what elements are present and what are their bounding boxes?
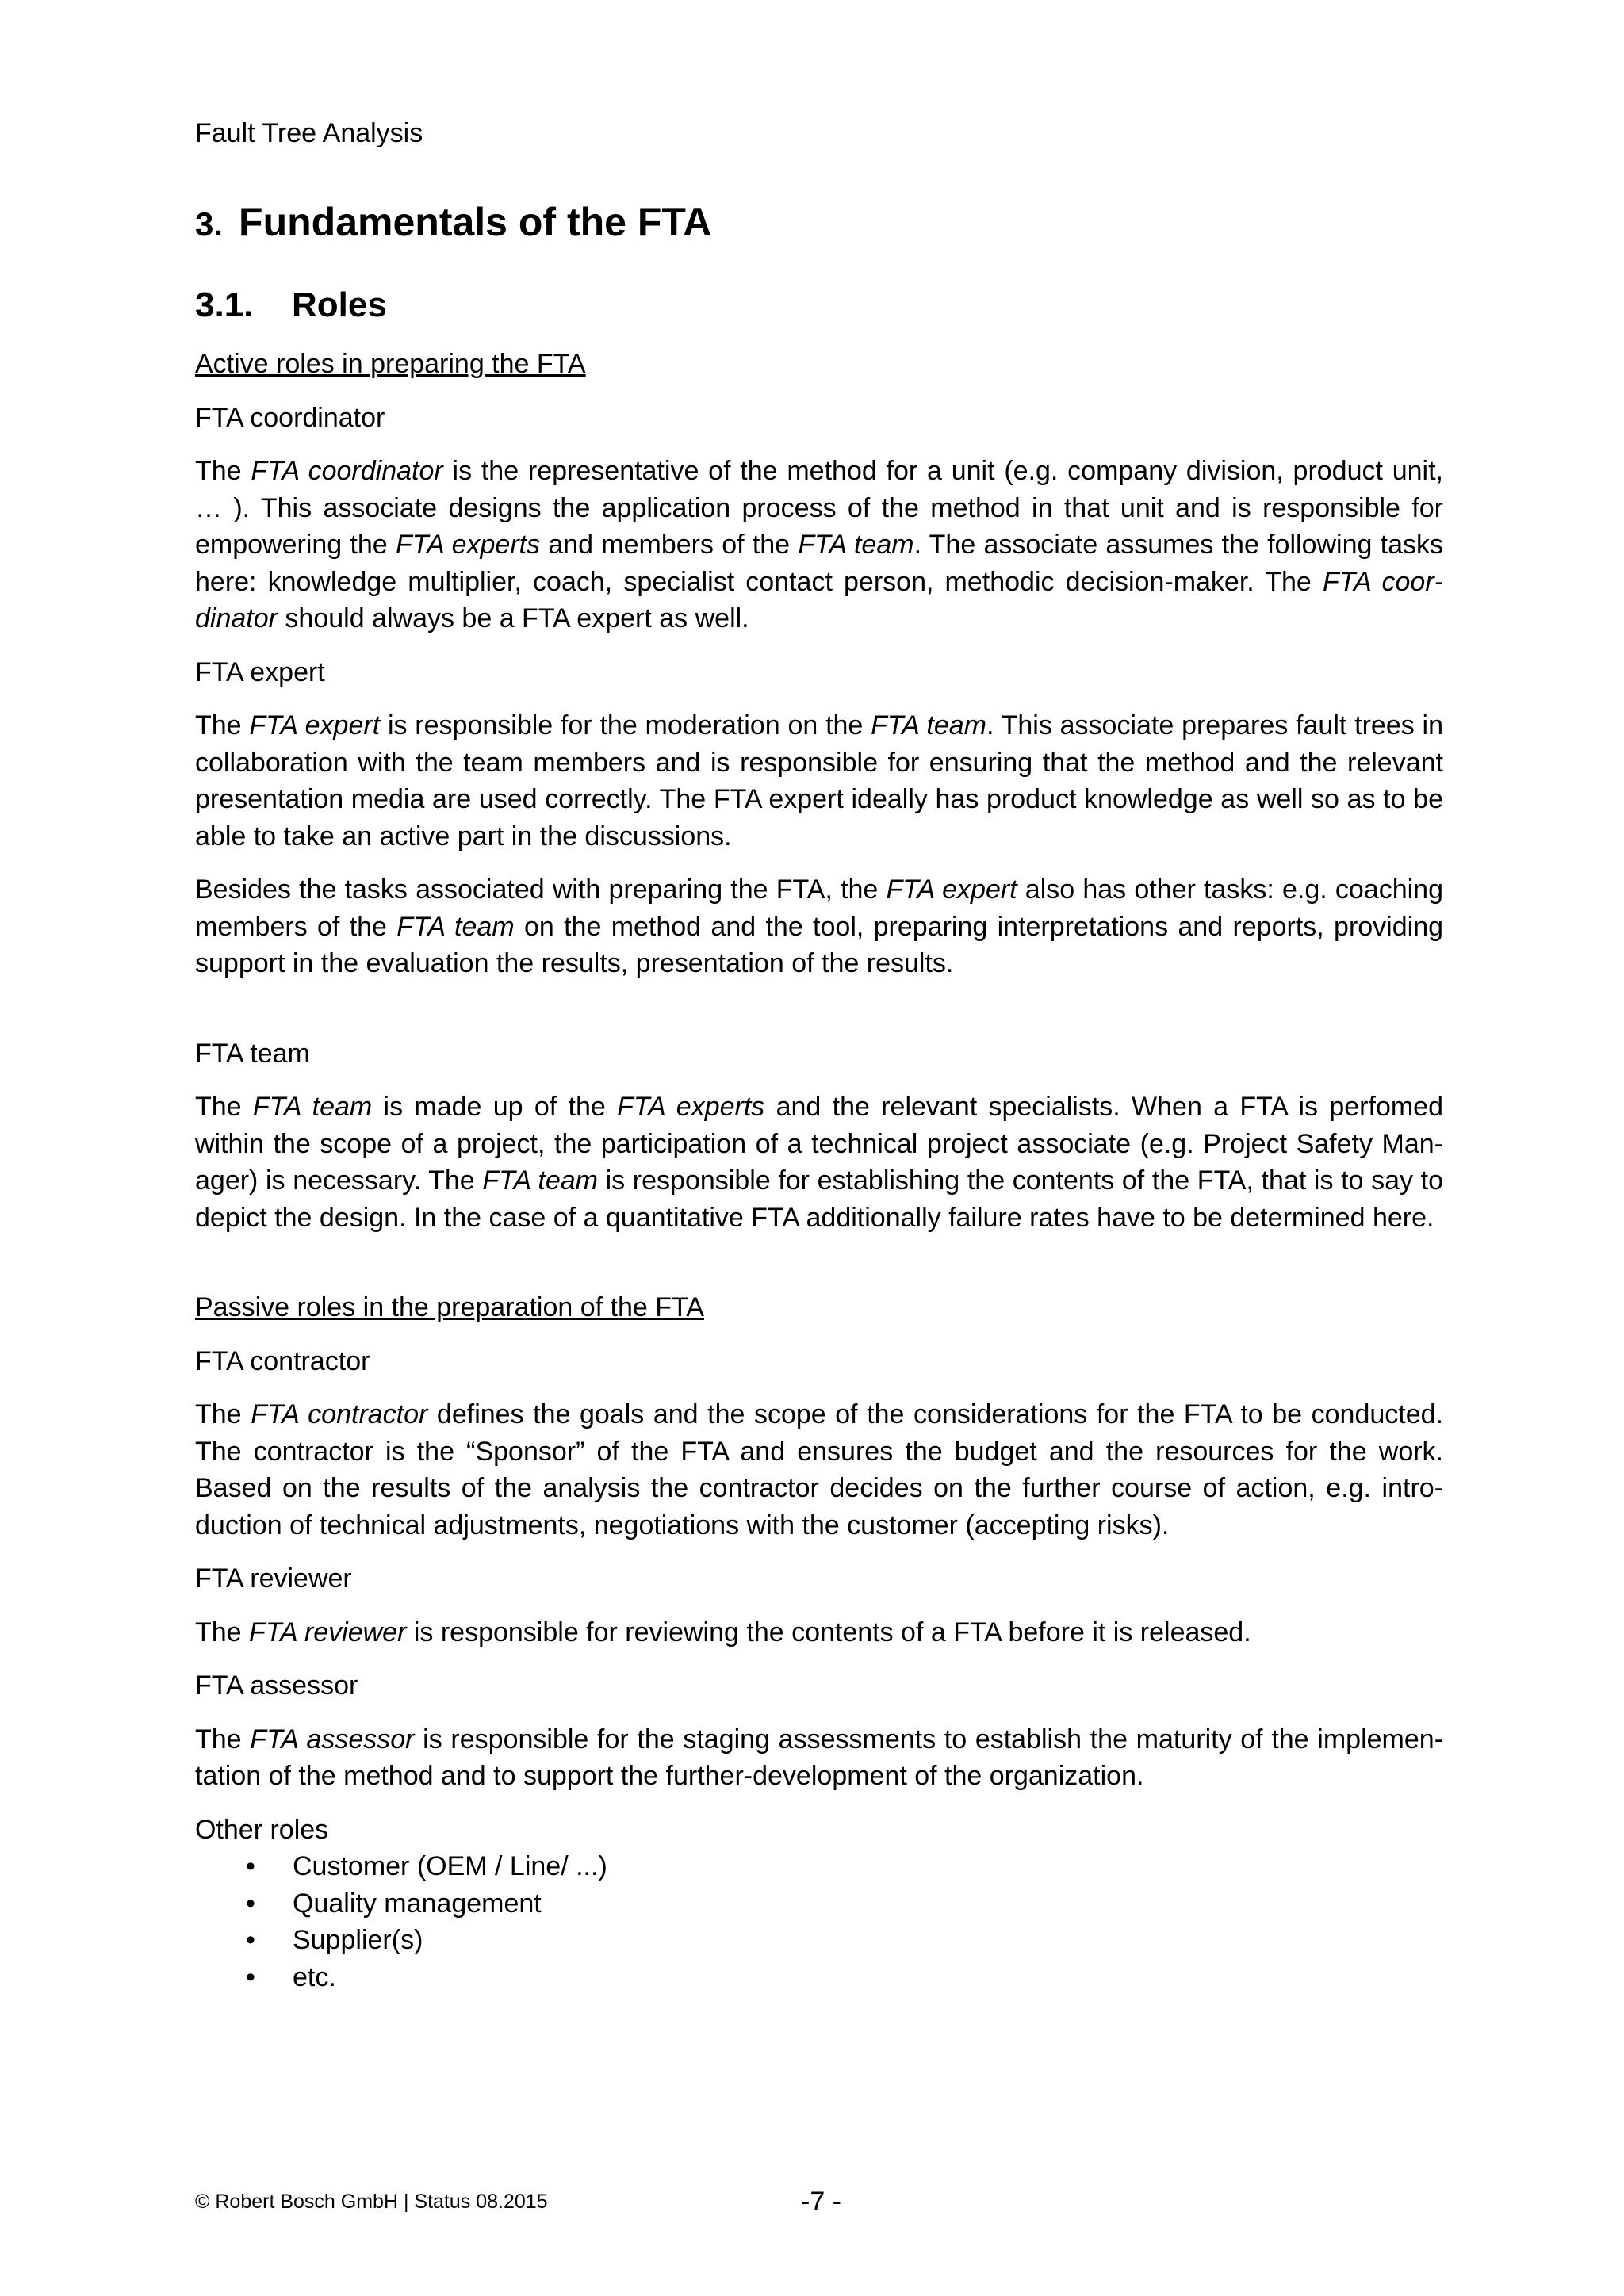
active-roles-heading: Active roles in preparing the FTA bbox=[195, 349, 586, 379]
bullet: • bbox=[246, 1851, 255, 1881]
assessor-paragraph bbox=[195, 1721, 1443, 1795]
italic-term: FTA team bbox=[871, 710, 986, 740]
text-run: and the relevant specialists. When a FTA is perfomed within the scope of a project, the participation of a technical project associate (e.g. Project Safety Manager) is necessary. The bbox=[195, 1092, 1443, 1196]
text-run: on the method and the tool, preparing interpretations and reports, providing support in the evaluation the results, presentation of the results. bbox=[195, 911, 1444, 978]
italic-term: FTA expert bbox=[249, 710, 381, 740]
text-run: and members of the bbox=[540, 530, 799, 560]
text-run: should always be a FTA expert as well. bbox=[277, 603, 749, 633]
text-run: The bbox=[195, 1617, 250, 1647]
italic-term: FTA team bbox=[396, 911, 515, 942]
contractor-paragraph bbox=[195, 1396, 1443, 1544]
italic-term: FTA coordinator bbox=[251, 456, 443, 486]
chapter-heading bbox=[195, 198, 711, 248]
italic-term: FTA experts bbox=[395, 530, 541, 560]
text-run: The bbox=[195, 1092, 253, 1122]
italic-term: FTA expert bbox=[886, 874, 1017, 905]
text-run: is responsible for the moderation on the bbox=[380, 710, 871, 740]
section-number: 3.1. bbox=[195, 285, 254, 324]
italic-term: FTA coordinator bbox=[195, 566, 1443, 633]
contractor-label: FTA contractor bbox=[195, 1345, 370, 1376]
expert-label: FTA expert bbox=[195, 656, 325, 687]
bullet: • bbox=[246, 1888, 255, 1919]
coordinator-label: FTA coordinator bbox=[195, 402, 385, 433]
text-run: is responsible for the staging assessments to establish the maturity of the implementation of the method and to support the further-development of the organization. bbox=[195, 1724, 1444, 1791]
list-item-text: etc. bbox=[293, 1961, 336, 1992]
reviewer-label: FTA reviewer bbox=[195, 1563, 352, 1594]
assessor-label: FTA assessor bbox=[195, 1670, 358, 1701]
coordinator-paragraph bbox=[195, 453, 1443, 637]
italic-term: FTA team bbox=[252, 1092, 373, 1122]
list-item bbox=[195, 1959, 1443, 1996]
team-label: FTA team bbox=[195, 1038, 310, 1069]
chapter-number: 3. bbox=[195, 205, 224, 243]
text-run: also has other tasks: e.g. coaching members of the bbox=[195, 874, 1443, 942]
other-roles-list bbox=[195, 1848, 1443, 1996]
italic-term: FTA team bbox=[798, 530, 914, 560]
body-text bbox=[195, 346, 1443, 1996]
text-run: The bbox=[195, 456, 251, 486]
other-roles-label: Other roles bbox=[195, 1814, 329, 1845]
italic-term: FTA team bbox=[482, 1165, 598, 1196]
text-run: is the representative of the method for a unit (e.g. company division, product unit, … ). This associate designs the application process of the method in that unit and is responsible for empowering the bbox=[195, 456, 1443, 560]
text-run: is made up of the bbox=[372, 1092, 618, 1122]
text-run: . This associate prepares fault trees in collaboration with the team members and is responsible for ensuring that the method and the relevant presentation media are used correctly. The FTA expert ideally has product knowledge as well so as to be able to take an active part in the discussions. bbox=[195, 710, 1443, 851]
text-run: The bbox=[195, 1399, 251, 1429]
text-run: The bbox=[195, 1724, 251, 1755]
passive-roles-heading: Passive roles in the preparation of the FTA bbox=[195, 1292, 704, 1322]
italic-term: FTA contractor bbox=[251, 1399, 428, 1429]
section-title: Roles bbox=[292, 285, 387, 324]
italic-term: FTA assessor bbox=[250, 1724, 415, 1755]
footer-copyright: © Robert Bosch GmbH | Status 08.2015 bbox=[195, 2191, 548, 2213]
text-run: is responsible for reviewing the contents of a FTA before it is released. bbox=[406, 1617, 1251, 1647]
bullet: • bbox=[246, 1925, 255, 1955]
expert-paragraph-2 bbox=[195, 871, 1443, 982]
running-header: Fault Tree Analysis bbox=[195, 118, 423, 148]
italic-term: FTA experts bbox=[617, 1092, 765, 1122]
page-number: -7 - bbox=[801, 2187, 841, 2217]
expert-paragraph bbox=[195, 707, 1443, 855]
section-heading bbox=[195, 284, 387, 327]
reviewer-paragraph bbox=[195, 1614, 1443, 1651]
text-run: defines the goals and the scope of the considerations for the FTA to be conducted. The contractor is the “Sponsor” of the FTA and ensures the budget and the resources for the work. Based on the results of the analysis the contractor decides on the further course of action, e.g. introduction of technical adjustments, negotiations with the customer (accepting risks). bbox=[195, 1399, 1443, 1540]
text-run: Besides the tasks associated with preparing the FTA, the bbox=[195, 874, 887, 905]
list-item bbox=[195, 1885, 1443, 1923]
chapter-title: Fundamentals of the FTA bbox=[239, 200, 712, 244]
italic-term: FTA reviewer bbox=[249, 1617, 407, 1647]
text-run: The bbox=[195, 710, 250, 740]
list-item bbox=[195, 1848, 1443, 1885]
spacer bbox=[195, 999, 1443, 1035]
text-run: is responsible for establishing the contents of the FTA, that is to say to depict the design. In the case of a quantitative FTA additionally failure rates have to be determined here. bbox=[195, 1165, 1443, 1233]
spacer bbox=[195, 1253, 1443, 1289]
list-item-text: Customer (OEM / Line/ ...) bbox=[293, 1851, 607, 1881]
list-item-text: Supplier(s) bbox=[293, 1925, 423, 1955]
team-paragraph bbox=[195, 1089, 1443, 1236]
text-run: . The associate assumes the following tasks here: knowledge multiplier, coach, specialist contact person, methodic decision-maker. The bbox=[195, 530, 1443, 597]
bullet: • bbox=[246, 1961, 255, 1992]
list-item-text: Quality management bbox=[293, 1888, 542, 1919]
list-item bbox=[195, 1922, 1443, 1959]
